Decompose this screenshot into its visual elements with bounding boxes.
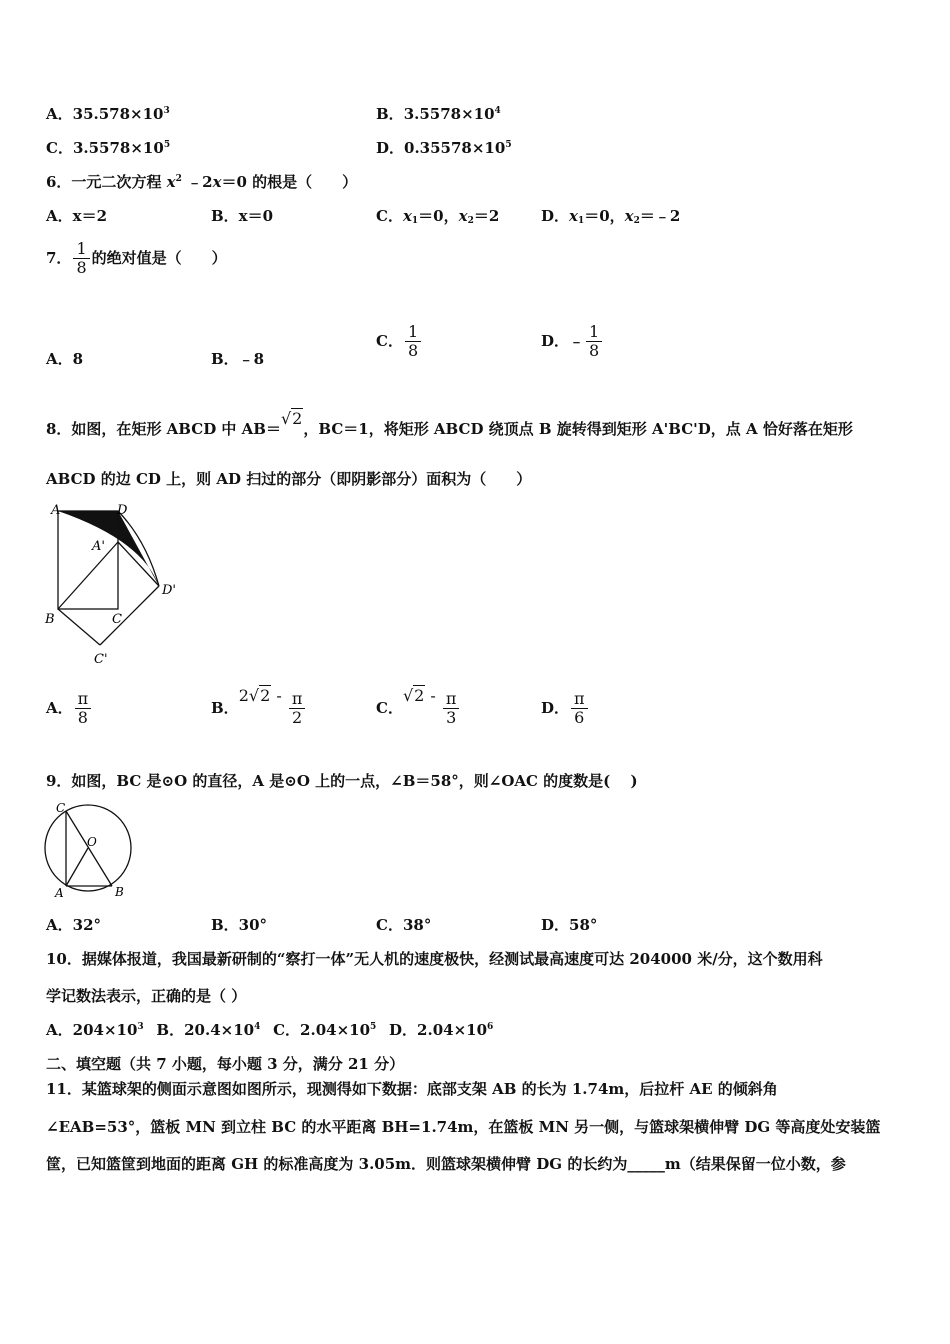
q7-option-b: B．﹣8	[211, 350, 265, 368]
q6-option-c: C．$x_1=0$，$x_2=2$	[376, 207, 500, 226]
q7-option-a: A．8	[46, 350, 84, 368]
section-heading-fill-in: 二、填空题（共 7 小题，每小题 3 分，满分 21 分）	[46, 1055, 405, 1073]
label-b: B	[45, 612, 55, 627]
q8-option-b: B．2√2 - $\frac{\pi}{2}$	[211, 690, 307, 728]
q9-stem: 9．如图，BC 是⊙O 的直径，A 是⊙O 上的一点，∠B＝58°，则∠OAC 的度数是( )	[46, 772, 638, 790]
segment-b-c1	[58, 609, 100, 645]
q9-option-a: A．32°	[46, 916, 102, 934]
q11-stem-line3: 筐，已知篮筐到地面的距离 GH 的标准高度为 3.05m．则篮球架横伸臂 DG 的长约为_____m（结果保留一位小数，参	[46, 1155, 846, 1173]
label-a: A	[51, 503, 61, 518]
q8-option-c: C．√2 - $\frac{\pi}{3}$	[376, 690, 461, 728]
radius-oa	[66, 848, 88, 886]
q7-stem: 7． $\frac{1}{8}$ 的绝对值是（ ）	[46, 239, 227, 278]
q10-options: A．$204\times 10^3$ B．$20.4\times 10^4$ C．$2.04\times 10^5$ D．$2.04\times 10^6$	[46, 1021, 494, 1039]
q5-option-a: A．$35.578\times 10^3$	[46, 105, 170, 123]
q5-option-d: D．$0.35578\times 10^5$	[376, 139, 512, 157]
label-c: C	[56, 801, 66, 815]
label-c: C	[112, 612, 122, 627]
q8-stem-line1: 8．如图，在矩形 ABCD 中 AB＝√2，BC＝1，将矩形 ABCD 绕顶点 B 旋转得到矩形 A'BC'D，点 A 恰好落在矩形	[46, 409, 853, 438]
label-a-prime: A'	[92, 539, 105, 554]
label-d: D	[117, 503, 128, 518]
label-b: B	[115, 885, 124, 899]
q9-option-b: B．30°	[211, 916, 268, 934]
q7-option-c: C． $\frac{1}{8}$	[376, 323, 423, 361]
q8-stem-line2: ABCD 的边 CD 上，则 AD 扫过的部分（即阴影部分）面积为（ ）	[46, 470, 532, 488]
q8-option-a: A． $\frac{\pi}{8}$	[46, 690, 93, 728]
q6-option-a: A．x＝2	[46, 207, 108, 225]
q10-stem-line2: 学记数法表示，正确的是（ ）	[46, 987, 247, 1005]
label-o: O	[87, 835, 97, 849]
q8-option-d: D． $\frac{\pi}{6}$	[541, 690, 590, 728]
label-a: A	[55, 886, 64, 900]
q5-option-c: C．$3.5578\times 10^5$	[46, 139, 171, 157]
q6-option-d: D．$x_1=0$，$x_2=﹣2$	[541, 207, 681, 226]
q11-stem-line1: 11．某篮球架的侧面示意图如图所示，现测得如下数据：底部支架 AB 的长为 1.74m，后拉杆 AE 的倾斜角	[46, 1080, 778, 1098]
label-d-prime: D'	[162, 583, 176, 598]
segment-c1-d1	[100, 586, 159, 645]
q7-fraction: $\frac{1}{8}$	[73, 240, 89, 278]
q9-option-c: C．38°	[376, 916, 432, 934]
label-c-prime: C'	[94, 652, 108, 667]
q9-circle-figure	[40, 800, 140, 900]
segment-b-a1	[58, 542, 118, 609]
q6-option-b: B．x＝0	[211, 207, 274, 225]
q9-option-d: D．58°	[541, 916, 598, 934]
q8-rectangle-rotation-figure	[42, 500, 192, 670]
q11-stem-line2: ∠EAB=53°，篮板 MN 到立柱 BC 的水平距离 BH=1.74m，在篮板 MN 另一侧，与篮球架横伸臂 DG 等高度处安装篮	[46, 1118, 881, 1136]
q5-option-b: B．$3.5578\times 10^4$	[376, 105, 501, 123]
q7-option-d: D．﹣ $\frac{1}{8}$	[541, 323, 604, 361]
q6-stem: 6．一元二次方程 $x^2$ ﹣2x＝0 的根是（ ）	[46, 173, 358, 191]
q10-stem-line1: 10．据媒体报道，我国最新研制的“察打一体”无人机的速度极快，经测试最高速度可达 204000 米/分，这个数用科	[46, 950, 823, 968]
